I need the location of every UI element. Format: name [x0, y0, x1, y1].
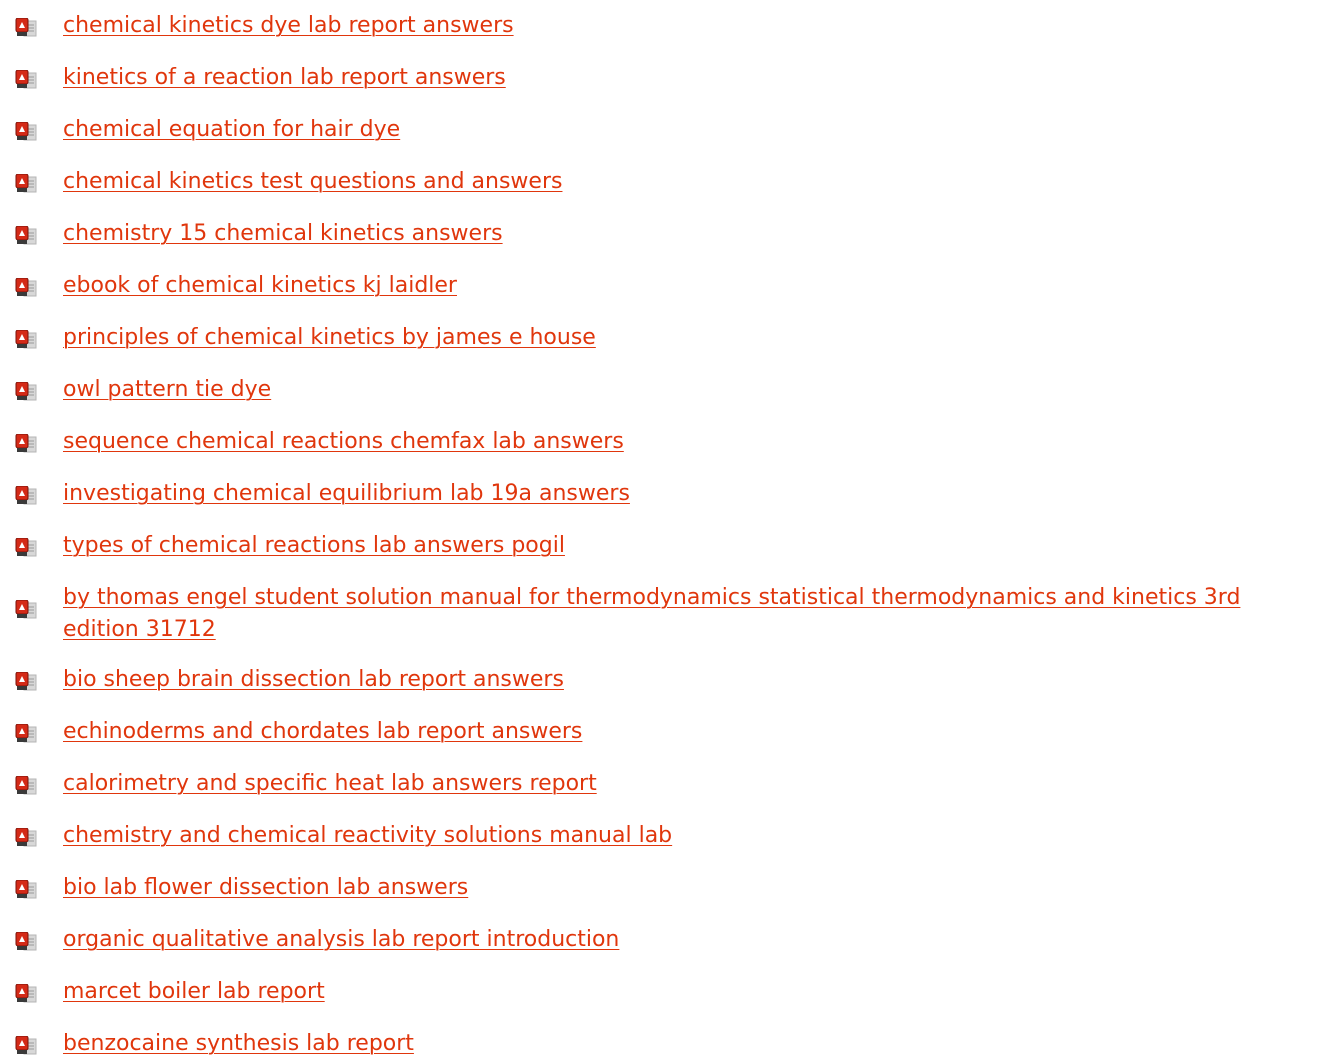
pdf-file-icon — [15, 600, 38, 619]
pdf-file-icon — [15, 18, 38, 37]
document-link[interactable]: benzocaine synthesis lab report — [63, 1031, 414, 1056]
pdf-file-icon — [15, 70, 38, 89]
pdf-file-icon — [15, 382, 38, 401]
document-link[interactable]: types of chemical reactions lab answers pogil — [63, 533, 565, 558]
document-link[interactable]: organic qualitative analysis lab report introduction — [63, 927, 620, 952]
pdf-file-icon — [15, 880, 38, 899]
pdf-file-icon — [15, 1036, 38, 1055]
pdf-file-icon — [15, 672, 38, 691]
document-link[interactable]: sequence chemical reactions chemfax lab answers — [63, 429, 624, 454]
document-link[interactable]: ebook of chemical kinetics kj laidler — [63, 273, 457, 298]
pdf-file-icon — [15, 828, 38, 847]
pdf-file-icon — [15, 486, 38, 505]
document-link[interactable]: marcet boiler lab report — [63, 979, 325, 1004]
pdf-file-icon — [15, 330, 38, 349]
pdf-file-icon — [15, 984, 38, 1003]
document-link[interactable]: by thomas engel student solution manual for thermodynamics statistical thermodynamics and kinetics 3rd edition 31712 — [63, 585, 1241, 642]
pdf-file-icon — [15, 932, 38, 951]
document-link[interactable]: bio sheep brain dissection lab report answers — [63, 667, 564, 692]
document-link[interactable]: bio lab flower dissection lab answers — [63, 875, 469, 900]
document-link[interactable]: calorimetry and specific heat lab answers report — [63, 771, 597, 796]
pdf-file-icon — [15, 434, 38, 453]
pdf-file-icon — [15, 122, 38, 141]
pdf-file-icon — [15, 278, 38, 297]
document-link[interactable]: kinetics of a reaction lab report answers — [63, 65, 506, 90]
pdf-file-icon — [15, 226, 38, 245]
document-link[interactable]: principles of chemical kinetics by james e house — [63, 325, 596, 350]
pdf-file-icon — [15, 538, 38, 557]
pdf-file-icon — [15, 724, 38, 743]
pdf-file-icon — [15, 174, 38, 193]
document-link[interactable]: chemical equation for hair dye — [63, 117, 401, 142]
document-link[interactable]: investigating chemical equilibrium lab 19a answers — [63, 481, 630, 506]
document-link[interactable]: echinoderms and chordates lab report answers — [63, 719, 583, 744]
document-link[interactable]: chemistry and chemical reactivity solutions manual lab — [63, 823, 673, 848]
document-link[interactable]: owl pattern tie dye — [63, 377, 272, 402]
document-link[interactable]: chemical kinetics dye lab report answers — [63, 13, 514, 38]
document-link[interactable]: chemistry 15 chemical kinetics answers — [63, 221, 503, 246]
document-link[interactable]: chemical kinetics test questions and answers — [63, 169, 563, 194]
pdf-file-icon — [15, 776, 38, 795]
